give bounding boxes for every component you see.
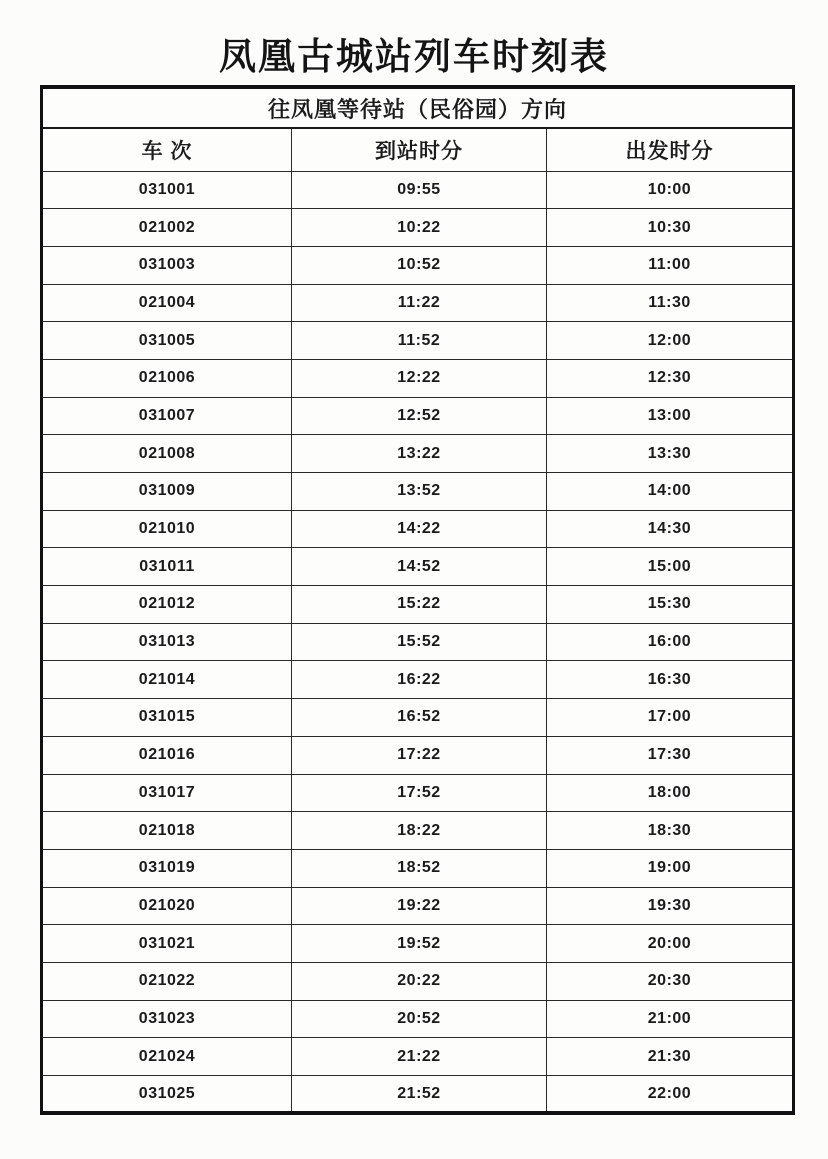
train-number-cell: 031015 — [42, 699, 292, 737]
arrival-time-cell: 11:52 — [292, 322, 547, 360]
arrival-time-cell: 16:22 — [292, 661, 547, 699]
departure-time-cell: 11:30 — [547, 284, 794, 322]
arrival-time-cell: 18:52 — [292, 849, 547, 887]
direction-header-row — [42, 87, 794, 128]
departure-time-cell: 13:30 — [547, 435, 794, 473]
arrival-time-cell: 20:22 — [292, 962, 547, 1000]
table-row — [42, 171, 794, 209]
arrival-time-cell: 19:22 — [292, 887, 547, 925]
arrival-time-cell: 16:52 — [292, 699, 547, 737]
table-row — [42, 812, 794, 850]
departure-time-cell: 11:00 — [547, 246, 794, 284]
departure-time-cell: 19:30 — [547, 887, 794, 925]
arrival-time-cell: 15:52 — [292, 623, 547, 661]
departure-time-cell: 12:30 — [547, 359, 794, 397]
table-row — [42, 473, 794, 511]
departure-time-cell: 14:30 — [547, 510, 794, 548]
arrival-time-cell: 13:52 — [292, 473, 547, 511]
column-header-departure-time: 出发时分 — [547, 128, 794, 171]
arrival-time-cell: 13:22 — [292, 435, 547, 473]
table-row — [42, 322, 794, 360]
train-timetable — [40, 85, 795, 1115]
table-row — [42, 246, 794, 284]
table-row — [42, 1038, 794, 1076]
table-row — [42, 623, 794, 661]
table-row — [42, 661, 794, 699]
train-number-cell: 031001 — [42, 171, 292, 209]
arrival-time-cell: 17:22 — [292, 736, 547, 774]
arrival-time-cell: 17:52 — [292, 774, 547, 812]
arrival-time-cell: 10:52 — [292, 246, 547, 284]
table-row — [42, 209, 794, 247]
page-title: 凤凰古城站列车时刻表 — [219, 36, 609, 77]
departure-time-cell: 20:00 — [547, 925, 794, 963]
train-number-cell: 031025 — [42, 1076, 292, 1114]
arrival-time-cell: 20:52 — [292, 1000, 547, 1038]
departure-time-cell: 22:00 — [547, 1076, 794, 1114]
table-row — [42, 397, 794, 435]
train-number-cell: 031017 — [42, 774, 292, 812]
train-number-cell: 021008 — [42, 435, 292, 473]
arrival-time-cell: 09:55 — [292, 171, 547, 209]
column-header-train-number: 车 次 — [42, 128, 292, 171]
column-header-arrival-time: 到站时分 — [292, 128, 547, 171]
departure-time-cell: 19:00 — [547, 849, 794, 887]
train-number-cell: 021002 — [42, 209, 292, 247]
departure-time-cell: 10:30 — [547, 209, 794, 247]
departure-time-cell: 21:30 — [547, 1038, 794, 1076]
train-number-cell: 031009 — [42, 473, 292, 511]
departure-time-cell: 16:30 — [547, 661, 794, 699]
table-row — [42, 1000, 794, 1038]
train-number-cell: 021018 — [42, 812, 292, 850]
table-row — [42, 510, 794, 548]
departure-time-cell: 20:30 — [547, 962, 794, 1000]
departure-time-cell: 21:00 — [547, 1000, 794, 1038]
table-row — [42, 284, 794, 322]
table-row — [42, 586, 794, 624]
table-row — [42, 736, 794, 774]
train-number-cell: 031011 — [42, 548, 292, 586]
table-row — [42, 435, 794, 473]
timetable-body — [42, 171, 794, 1113]
table-row — [42, 1076, 794, 1114]
table-row — [42, 962, 794, 1000]
departure-time-cell: 15:30 — [547, 586, 794, 624]
train-number-cell: 031021 — [42, 925, 292, 963]
departure-time-cell: 13:00 — [547, 397, 794, 435]
arrival-time-cell: 18:22 — [292, 812, 547, 850]
departure-time-cell: 15:00 — [547, 548, 794, 586]
table-row — [42, 774, 794, 812]
train-number-cell: 031013 — [42, 623, 292, 661]
train-number-cell: 021004 — [42, 284, 292, 322]
train-number-cell: 031003 — [42, 246, 292, 284]
train-number-cell: 021012 — [42, 586, 292, 624]
arrival-time-cell: 19:52 — [292, 925, 547, 963]
departure-time-cell: 14:00 — [547, 473, 794, 511]
departure-time-cell: 17:00 — [547, 699, 794, 737]
train-number-cell: 021024 — [42, 1038, 292, 1076]
arrival-time-cell: 21:22 — [292, 1038, 547, 1076]
table-row — [42, 699, 794, 737]
arrival-time-cell: 10:22 — [292, 209, 547, 247]
departure-time-cell: 17:30 — [547, 736, 794, 774]
train-number-cell: 031007 — [42, 397, 292, 435]
arrival-time-cell: 12:52 — [292, 397, 547, 435]
table-row — [42, 359, 794, 397]
column-header-row — [42, 128, 794, 171]
arrival-time-cell: 12:22 — [292, 359, 547, 397]
arrival-time-cell: 15:22 — [292, 586, 547, 624]
train-number-cell: 021016 — [42, 736, 292, 774]
table-row — [42, 887, 794, 925]
train-number-cell: 031019 — [42, 849, 292, 887]
departure-time-cell: 10:00 — [547, 171, 794, 209]
train-number-cell: 021006 — [42, 359, 292, 397]
table-row — [42, 849, 794, 887]
train-number-cell: 021014 — [42, 661, 292, 699]
train-number-cell: 021010 — [42, 510, 292, 548]
direction-header: 往凤凰等待站（民俗园）方向 — [42, 87, 794, 128]
train-number-cell: 021022 — [42, 962, 292, 1000]
departure-time-cell: 16:00 — [547, 623, 794, 661]
arrival-time-cell: 14:52 — [292, 548, 547, 586]
train-number-cell: 031023 — [42, 1000, 292, 1038]
arrival-time-cell: 11:22 — [292, 284, 547, 322]
departure-time-cell: 12:00 — [547, 322, 794, 360]
departure-time-cell: 18:30 — [547, 812, 794, 850]
arrival-time-cell: 21:52 — [292, 1076, 547, 1114]
train-number-cell: 021020 — [42, 887, 292, 925]
table-row — [42, 548, 794, 586]
arrival-time-cell: 14:22 — [292, 510, 547, 548]
table-row — [42, 925, 794, 963]
departure-time-cell: 18:00 — [547, 774, 794, 812]
train-number-cell: 031005 — [42, 322, 292, 360]
